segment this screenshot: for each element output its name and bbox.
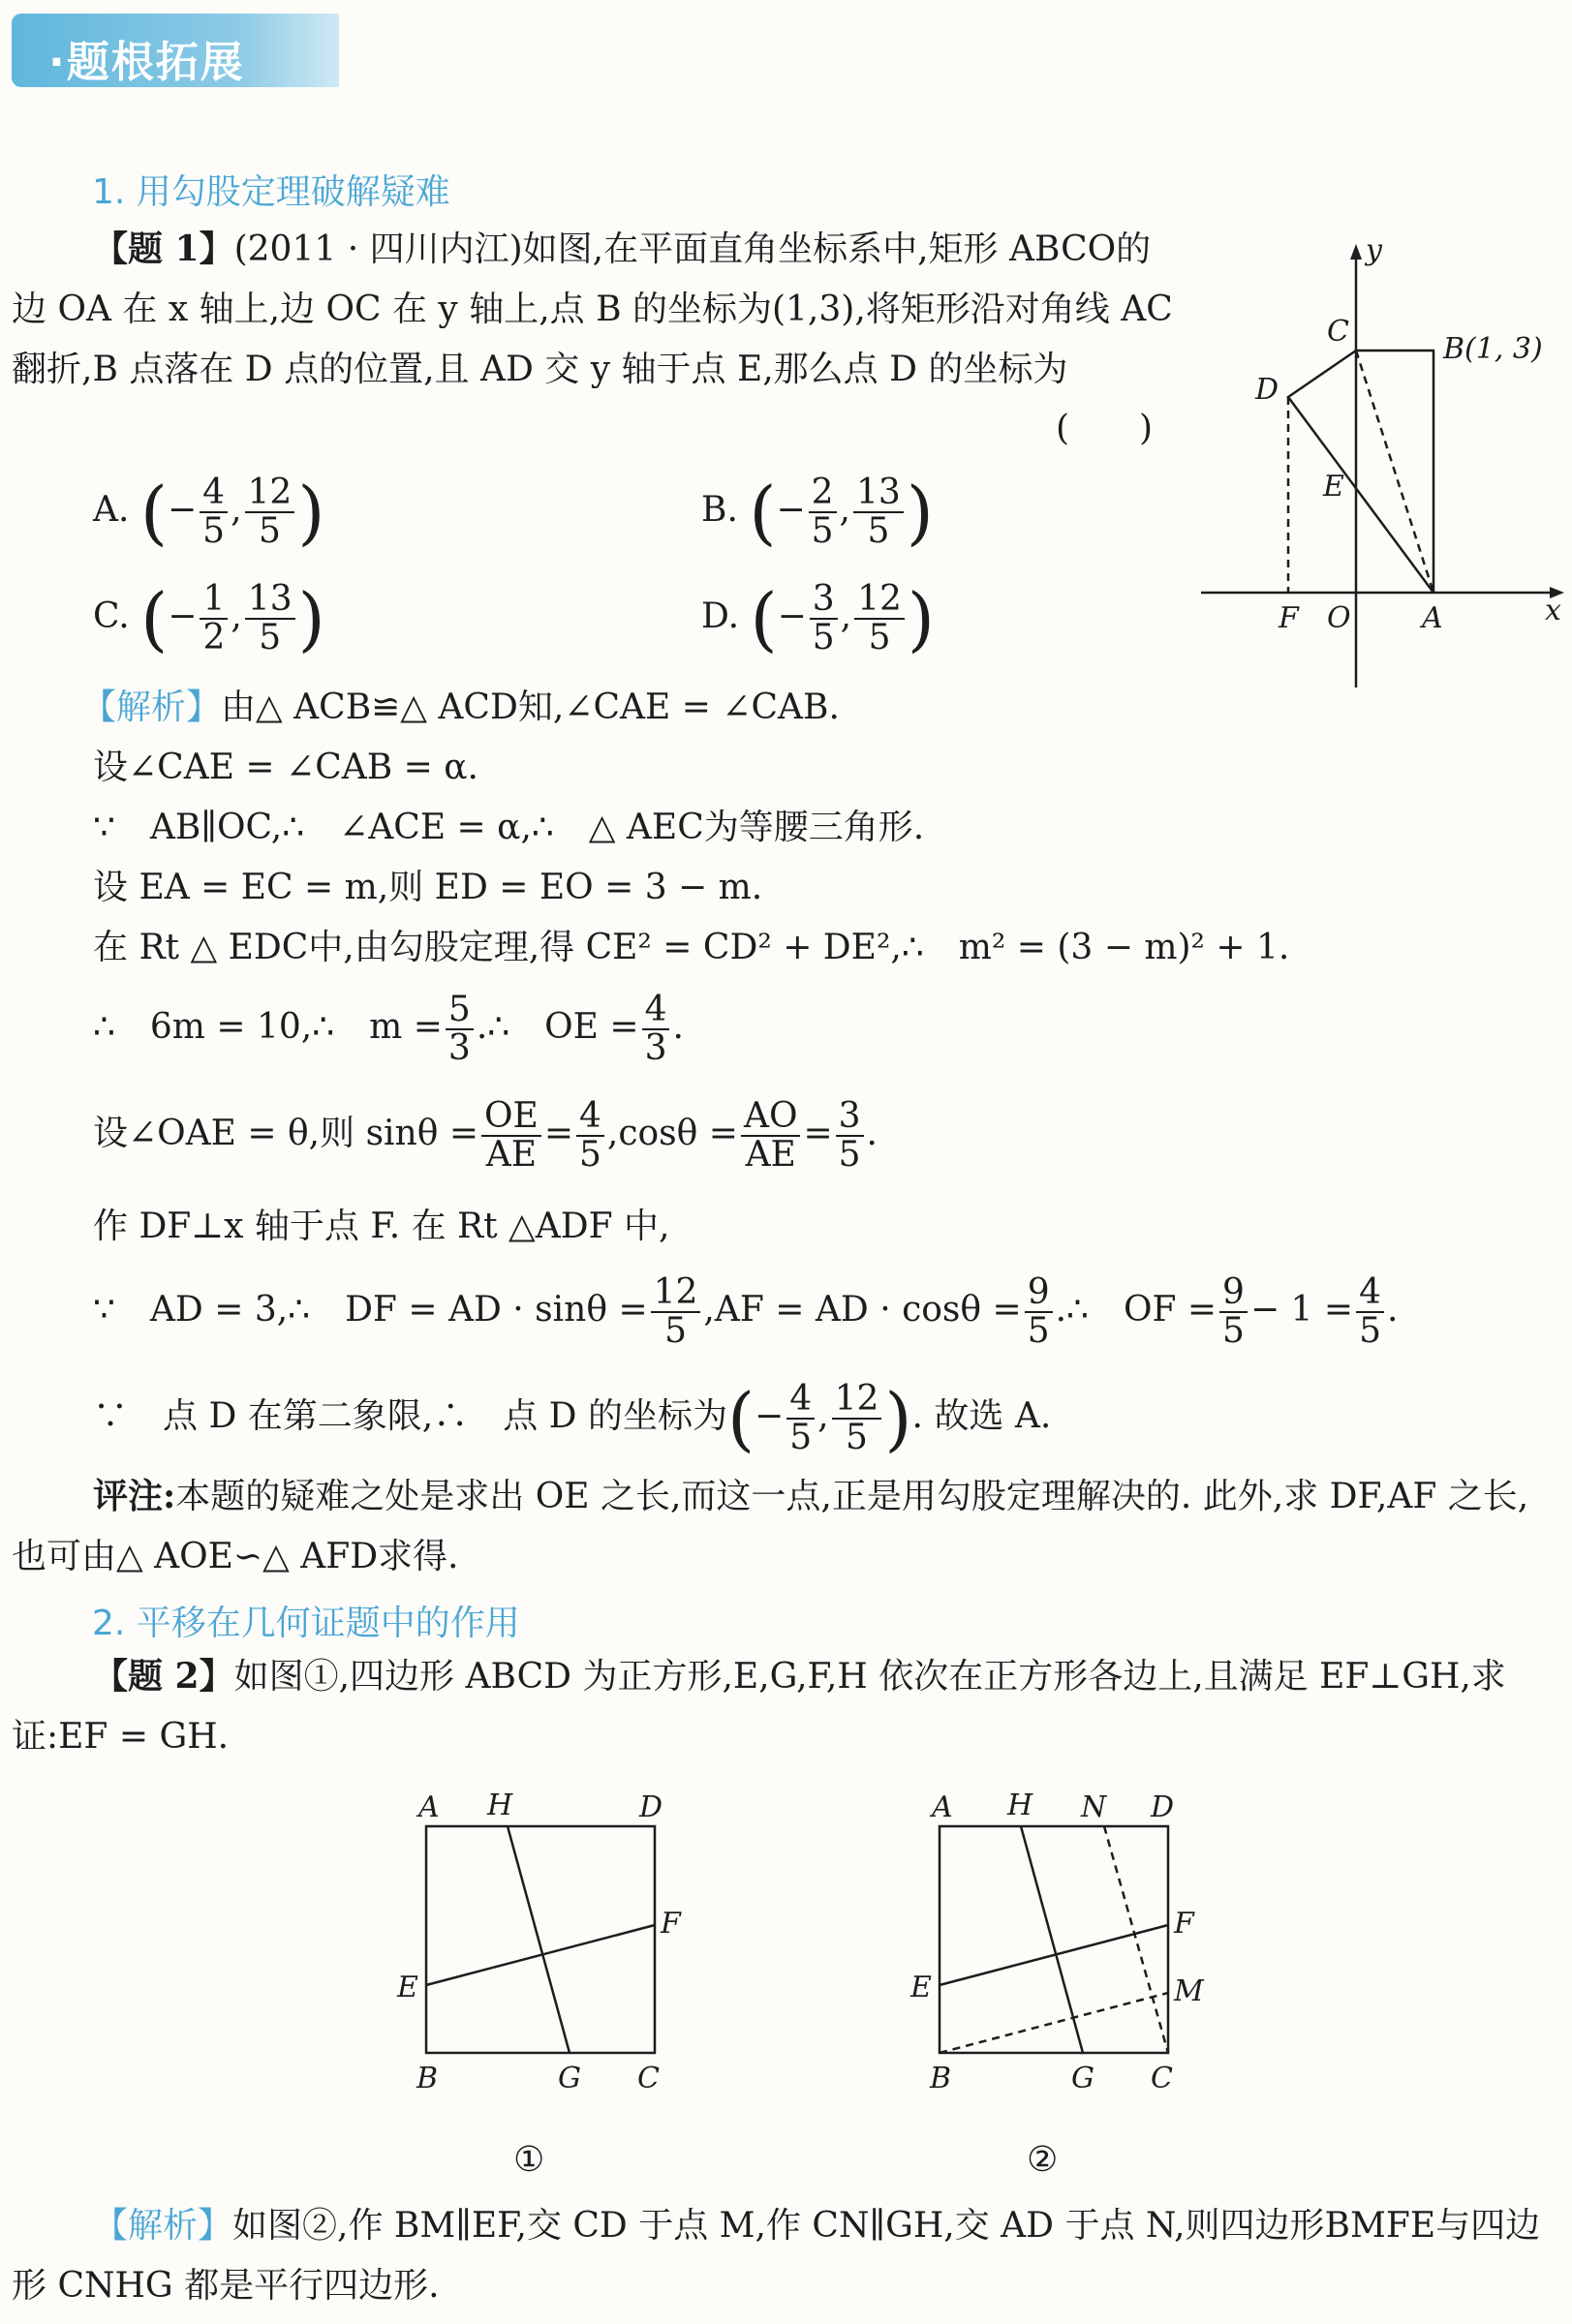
svg-text:G: G <box>1071 2062 1094 2092</box>
comment-tag: 评注: <box>93 1476 176 1516</box>
square-figure-2 <box>901 1782 1211 2092</box>
section2-title: 2. 平移在几何证题中的作用 <box>92 1604 520 1643</box>
solution2-tag: 【解析】 <box>93 2206 233 2246</box>
problem2-text: 【题 2】如图①,四边形 ABCD 为正方形,E,G,F,H 依次在正方形各边上,且满足 EF⊥GH,求证:EF = GH. <box>12 1656 1506 1757</box>
problem1-source: (2011 · 四川内江) <box>233 229 523 269</box>
solution1-line1: 【解析】由△ ACB≌△ ACD知,∠CAE = ∠CAB. <box>81 688 840 727</box>
problem1-tag: 【题 1】 <box>93 229 234 269</box>
y-axis-label: y <box>1366 233 1382 267</box>
solution1-tag: 【解析】 <box>81 688 222 727</box>
x-axis-label: x <box>1545 594 1561 627</box>
svg-text:F: F <box>1174 1907 1194 1941</box>
point-f-label: F <box>1279 601 1299 635</box>
svg-text:C: C <box>1151 2062 1173 2092</box>
svg-text:B: B <box>416 2062 439 2092</box>
solution1-line5: 在 Rt △ EDC中,由勾股定理,得 CE² = CD² + DE²,∴ m² = (3 − m)² + 1. <box>93 928 1290 967</box>
solution1-line8: 作 DF⊥x 轴于点 F. 在 Rt △ADF 中, <box>93 1207 670 1246</box>
section1-title: 1. 用勾股定理破解疑难 <box>92 172 450 212</box>
svg-text:E: E <box>397 1971 418 2004</box>
problem1-body: 如图,在平面直角坐标系中,矩形 ABCO的边 OA 在 x 轴上,边 OC 在 y 轴上,点 B 的坐标为(1,3),将矩形沿对角线 AC 翻折,B 点落在 D 点的位置,且 AD 交 y 轴于点 E,那么点 D 的坐标为 <box>12 229 1173 389</box>
svg-text:G: G <box>558 2062 581 2092</box>
svg-text:B: B <box>930 2062 952 2092</box>
point-c-label: C <box>1327 315 1349 349</box>
solution2-text: 【解析】如图②,作 BM∥EF,交 CD 于点 M,作 CN∥GH,交 AD 于点 N,则四边形BMFE与四边形 CNHG 都是平行四边形. <box>12 2206 1541 2306</box>
problem1-text <box>12 219 1184 400</box>
svg-text:N: N <box>1081 1790 1107 1824</box>
answer-blank: ( ) <box>1056 409 1154 448</box>
solution1-line3: ∵ AB∥OC,∴ ∠ACE = α,∴ △ AEC为等腰三角形. <box>93 808 925 847</box>
svg-text:H: H <box>487 1789 513 1822</box>
figure2-caption: ② <box>1027 2140 1059 2180</box>
option-c: C. (− $\frac{1}{2}$ , $\frac{13}{5}$ ) <box>93 577 325 659</box>
svg-text:C: C <box>637 2062 660 2092</box>
solution1-line6: ∴ 6m = 10,∴ m = $\frac{5}{3}$ .∴ OE = $\frac{4}{3}$ . <box>93 990 684 1068</box>
problem2-tag: 【题 2】 <box>93 1656 234 1697</box>
option-b: B. (− $\frac{2}{5}$ , $\frac{13}{5}$ ) <box>701 471 934 553</box>
svg-text:E: E <box>910 1971 932 2004</box>
figure1-caption: ① <box>513 2140 545 2180</box>
solution1-line7: 设∠OAE = θ,则 sinθ = $\frac{OE}{AE}$ = $\frac{4}{5}$ ,cosθ = $\frac{AO}{AE}$ = $\frac{3}{5}$ . <box>93 1096 878 1175</box>
svg-text:A: A <box>418 1790 440 1824</box>
solution1-line2: 设∠CAE = ∠CAB = α. <box>93 748 479 787</box>
svg-text:A: A <box>932 1790 953 1824</box>
coordinate-figure <box>1201 232 1569 697</box>
point-o-label: O <box>1327 601 1351 635</box>
banner-title: ·题根拓展 <box>48 38 245 87</box>
point-e-label: E <box>1323 470 1344 504</box>
option-d: D. (− $\frac{3}{5}$ , $\frac{12}{5}$ ) <box>701 577 936 659</box>
point-d-label: D <box>1255 373 1279 407</box>
solution1-line9: ∵ AD = 3,∴ DF = AD · sinθ = $\frac{12}{5}$ ,AF = AD · cosθ = $\frac{9}{5}$ .∴ OF = $\frac{9}{5}$ − 1 = $\frac{4}{5}$ . <box>93 1272 1399 1351</box>
point-b-label: B(1, 3) <box>1443 332 1543 366</box>
svg-text:H: H <box>1007 1789 1033 1822</box>
svg-text:D: D <box>639 1790 663 1824</box>
solution1-line10: ∵ 点 D 在第二象限,∴ 点 D 的坐标为(− $\frac{4}{5}$ , $\frac{12}{5}$ ). 故选 A. <box>93 1377 1052 1459</box>
option-a: A. (− $\frac{4}{5}$ , $\frac{12}{5}$ ) <box>93 471 325 553</box>
comment1: 评注:本题的疑难之处是求出 OE 之长,而这一点,正是用勾股定理解决的. 此外,求 DF,AF 之长,也可由△ AOE∽△ AFD求得. <box>12 1476 1529 1576</box>
point-a-label: A <box>1422 601 1443 635</box>
svg-text:D: D <box>1151 1790 1175 1824</box>
solution1-line4: 设 EA = EC = m,则 ED = EO = 3 − m. <box>93 868 763 907</box>
section-banner <box>12 14 339 87</box>
square-figure-1 <box>387 1782 697 2092</box>
svg-text:M: M <box>1174 1974 1204 2008</box>
svg-text:F: F <box>661 1907 681 1941</box>
